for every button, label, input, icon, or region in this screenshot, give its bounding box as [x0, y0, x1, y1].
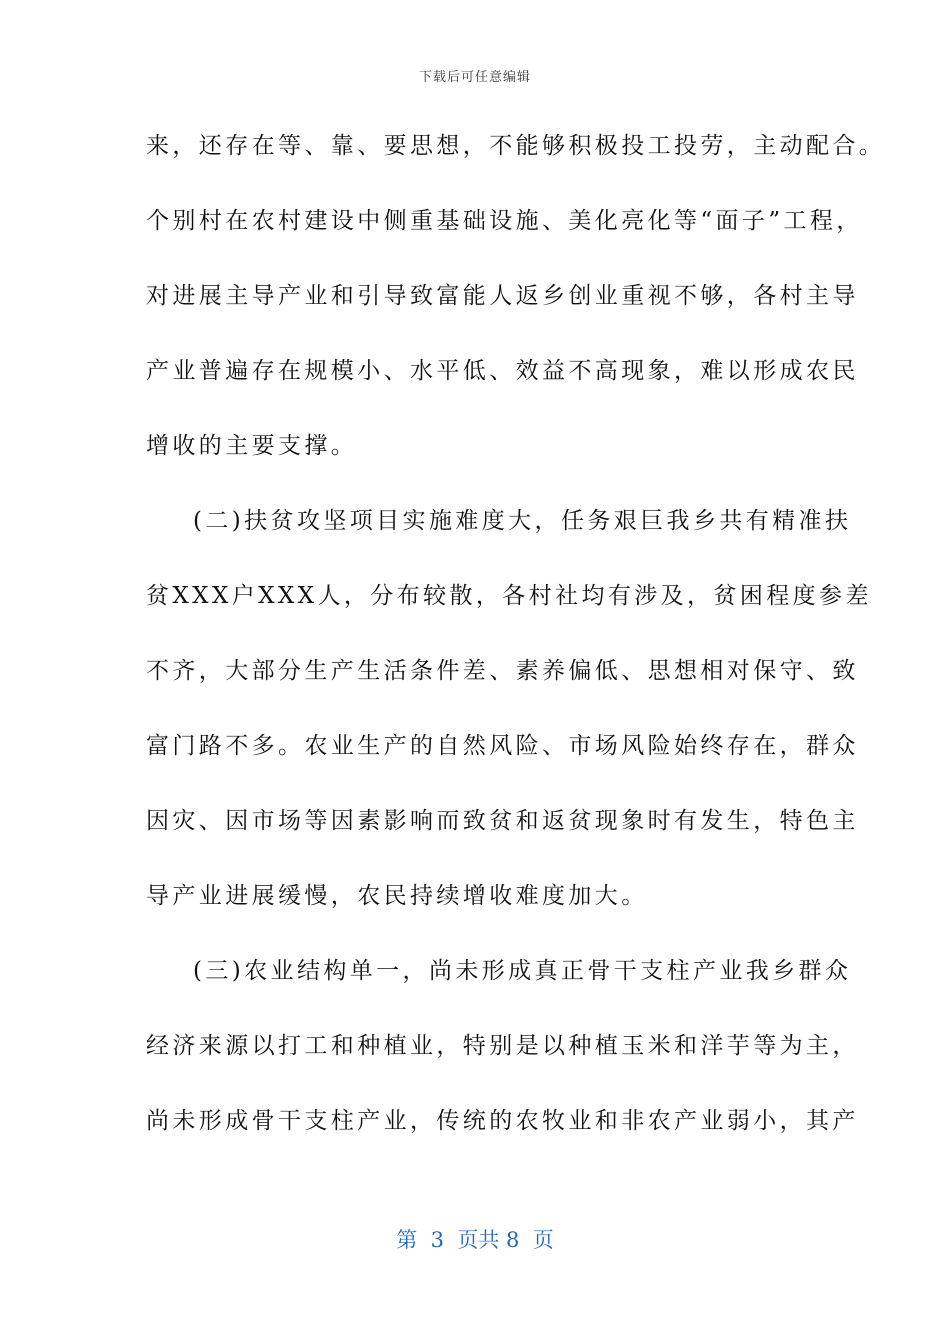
paragraph-start-line: (三)农业结构单一，尚未形成真正骨干支柱产业我乡群众	[193, 958, 852, 984]
text-line: 来，还存在等、靠、要思想，不能够积极投工投劳，主动配合。	[146, 133, 886, 159]
text-line: 尚未形成骨干支柱产业，传统的农牧业和非农产业弱小，其产	[146, 1108, 859, 1134]
text-line: 富门路不多。农业生产的自然风险、市场风险始终存在，群众	[146, 733, 859, 759]
text-line: 因灾、因市场等因素影响而致贫和返贫现象时有发生，特色主	[146, 808, 859, 834]
text-line: 个别村在农村建设中侧重基础设施、美化亮化等“面子”工程，	[146, 208, 863, 234]
text-line: 产业普遍存在规模小、水平低、效益不高现象，难以形成农民	[146, 358, 859, 384]
paragraph-start-line: (二)扶贫攻坚项目实施难度大，任务艰巨我乡共有精准扶	[193, 508, 852, 534]
body-text	[146, 118, 886, 1168]
text-line: 不齐，大部分生产生活条件差、素养偏低、思想相对保守、致	[146, 658, 859, 684]
header-note: 下载后可任意编辑	[418, 70, 531, 85]
text-line: 贫XXX户XXX人，分布较散，各村社均有涉及，贫困程度参差	[146, 583, 872, 609]
page-number-footer: 第 3 页共 8 页	[396, 1228, 554, 1252]
text-line: 导产业进展缓慢，农民持续增收难度加大。	[146, 883, 648, 909]
text-line: 经济来源以打工和种植业，特别是以种植玉米和洋芋等为主，	[146, 1033, 859, 1059]
text-line: 增收的主要支撑。	[146, 433, 358, 459]
text-line: 对进展主导产业和引导致富能人返乡创业重视不够，各村主导	[146, 283, 859, 309]
